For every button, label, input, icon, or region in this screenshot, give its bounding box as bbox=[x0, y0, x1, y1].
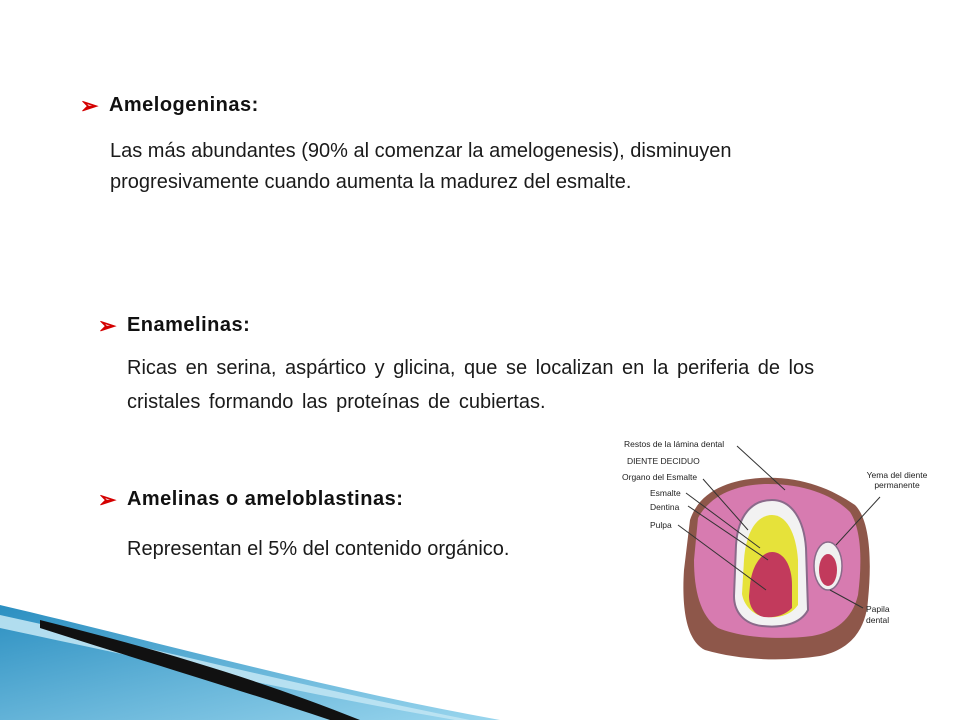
label-organo: Organo del Esmalte bbox=[622, 472, 698, 482]
label-yema: Yema del diente permanente bbox=[866, 470, 928, 490]
label-dentina: Dentina bbox=[650, 502, 680, 512]
label-restos: Restos de la lámina dental bbox=[624, 439, 725, 449]
heading-text: Amelinas o ameloblastinas: bbox=[126, 488, 404, 510]
label-diente: DIENTE DECIDUO bbox=[627, 456, 700, 466]
label-esmalte: Esmalte bbox=[650, 488, 681, 498]
heading-text: Amelogeninas: bbox=[108, 94, 259, 116]
arrow-right-icon: ➢ bbox=[98, 486, 117, 512]
section-body-amelinas: Representan el 5% del contenido orgánico. bbox=[127, 538, 510, 560]
section-body-amelogeninas: Las más abundantes (90% al comenzar la amelogenesis), disminuyen progresivamente cuando aumenta la madurez del esmalte. bbox=[110, 140, 732, 193]
heading-text: Enamelinas: bbox=[126, 314, 251, 336]
arrow-right-icon: ➢ bbox=[98, 312, 117, 338]
section-body-enamelinas: Ricas en serina, aspártico y glicina, que se localizan en la periferia de los cristales formando las proteínas de cubiertas. bbox=[127, 357, 815, 413]
label-pulpa: Pulpa bbox=[650, 520, 672, 530]
arrow-right-icon: ➢ bbox=[80, 92, 99, 118]
label-papila: Papila dental bbox=[866, 604, 890, 625]
